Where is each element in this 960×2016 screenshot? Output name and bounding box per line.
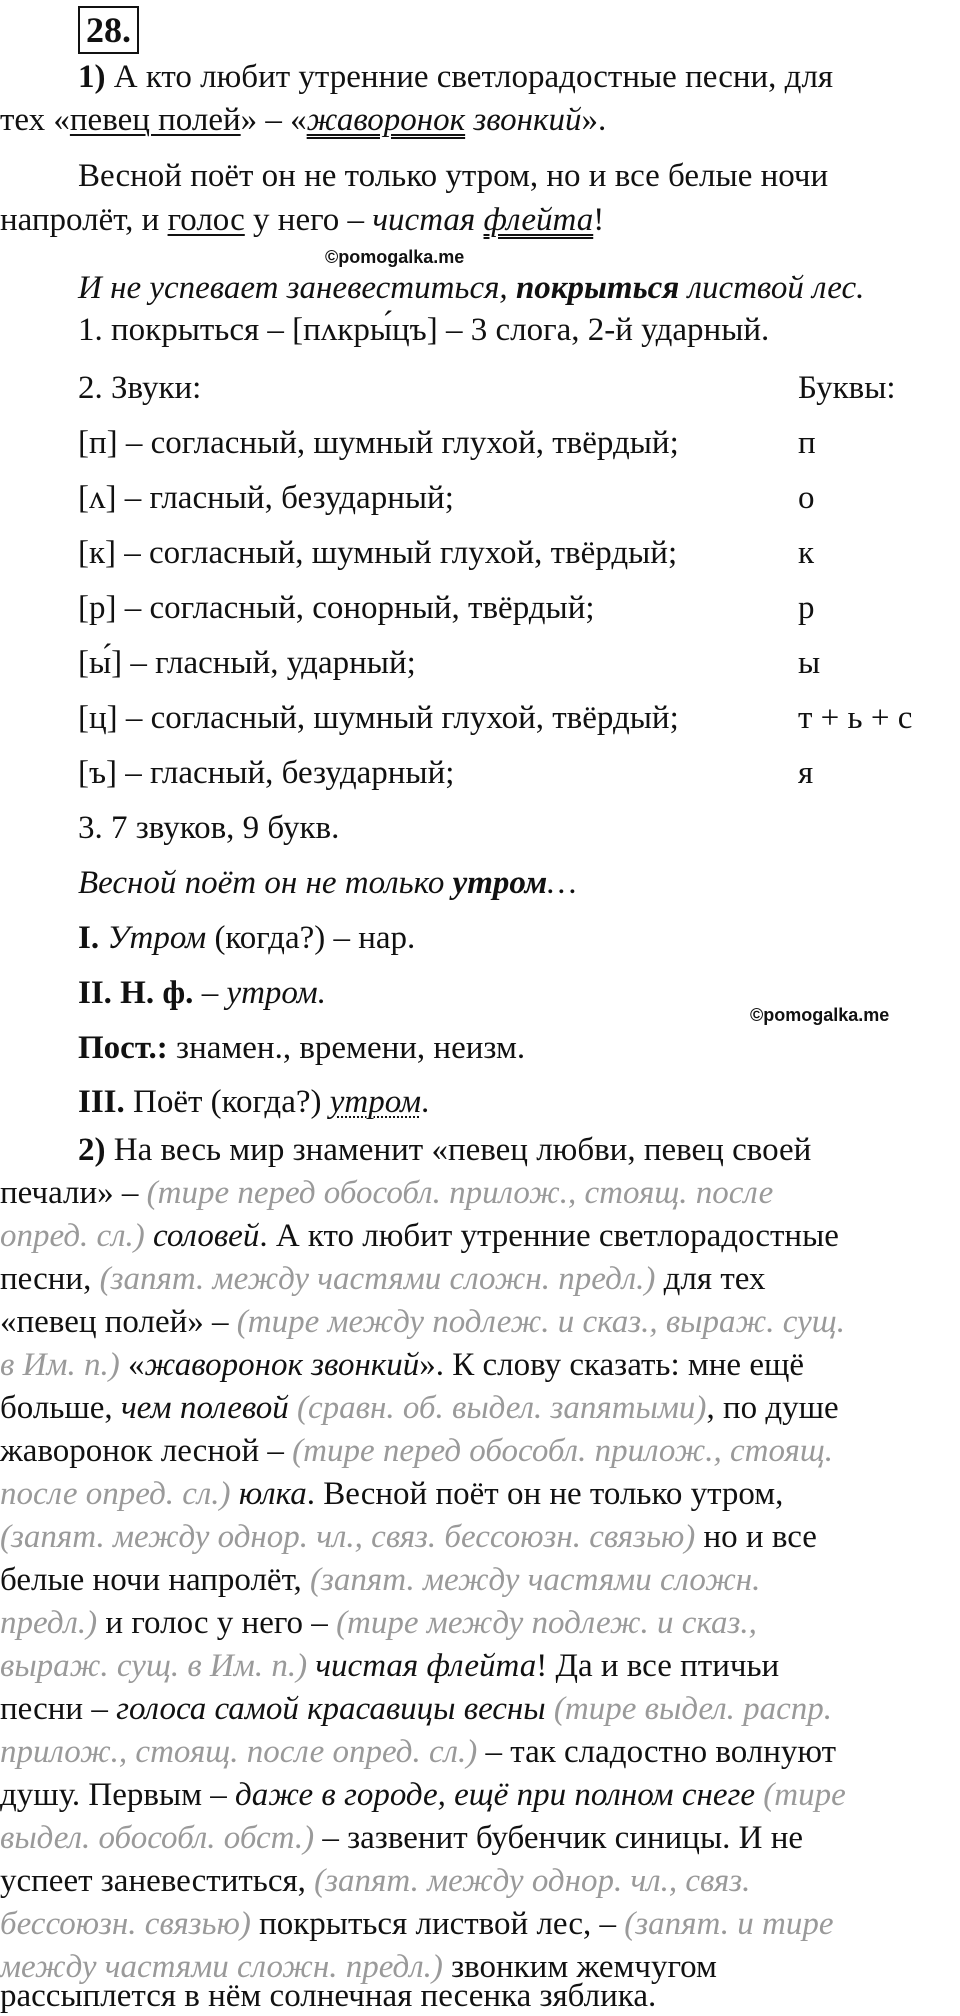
part1-line-1: 1) А кто любит утренние светлорадостные песни, для <box>78 59 834 95</box>
punctuation-note: опред. сл.) <box>0 1218 145 1254</box>
analysis-summary: 3. 7 звуков, 9 букв. <box>78 810 340 846</box>
punctuation-note: (тире между подлеж. и сказ., <box>336 1605 757 1641</box>
part2-line-3: опред. сл.) соловей. А кто любит утренние светлорадостные <box>0 1218 839 1254</box>
part2-line-1: 2) На весь мир знаменит «певец любви, певец своей <box>78 1132 812 1168</box>
part1-line-4: напролёт, и голос у него – чистая флейта! <box>0 202 605 238</box>
sound-row <box>0 478 960 518</box>
sound-cell: [ʌ] – гласный, безударный; <box>78 480 454 516</box>
analyzed-word: покрыться <box>515 270 680 306</box>
analysis-transcription: 1. покрыться – [пʌкры́цъ] – 3 слога, 2-й ударный. <box>78 312 770 348</box>
letter-cell: т + ь + с <box>798 700 913 736</box>
punctuation-note: (запят. между однор. чл., связ. бессоюзн. связью) <box>0 1519 696 1555</box>
part2-line-15: прилож., стоящ. после опред. сл.) – так сладостно волнуют <box>0 1734 837 1770</box>
sound-row <box>0 643 960 683</box>
part2-line-10: (запят. между однор. чл., связ. бессоюзн. связью) но и все <box>0 1519 817 1555</box>
sound-cell: [ъ] – гласный, безударный; <box>78 755 455 791</box>
part2-line-9: после опред. сл.) юлка. Весной поёт он не только утром, <box>0 1476 784 1512</box>
part-number: 1) <box>78 59 106 95</box>
part2-line-20: между частями сложн. предл.) звонким жемчугом <box>0 1949 717 1985</box>
exercise-number: 28. <box>78 6 139 54</box>
punctuation-note: (запят. между частями сложн. <box>310 1562 761 1598</box>
sound-row <box>0 698 960 738</box>
watermark: ©pomogalka.me <box>750 1005 890 1025</box>
punctuation-note: бессоюзн. связью) <box>0 1906 251 1942</box>
sounds-header: 2. Звуки: <box>78 370 202 406</box>
part2-line-17: выдел. обособл. обст.) – зазвенит бубенчик синицы. И не <box>0 1820 804 1856</box>
letters-header: Буквы: <box>798 370 896 406</box>
part-number: 2) <box>78 1132 106 1168</box>
predicate-underlined: жаворонок <box>306 102 466 138</box>
sound-row <box>0 753 960 793</box>
sound-cell: [п] – согласный, шумный глухой, твёрдый; <box>78 425 679 461</box>
letter-cell: о <box>798 480 815 516</box>
part2-line-6: в Им. п.) «жаворонок звонкий». К слову сказать: мне ещё <box>0 1347 805 1383</box>
punctuation-note: (сравн. об. выдел. запятыми) <box>288 1390 707 1426</box>
punctuation-note: предл.) <box>0 1605 98 1641</box>
part2-line-13: выраж. сущ. в Им. п.) чистая флейта! Да и все птичьи <box>0 1648 780 1684</box>
analyzed-word: утром <box>452 865 548 901</box>
watermark: ©pomogalka.me <box>325 247 465 267</box>
punctuation-note: (запят. между однор. чл., связ. <box>314 1863 751 1899</box>
part2-line-14: песни – голоса самой красавицы весны (тире выдел. распр. <box>0 1691 833 1727</box>
morph-item-iii: III. Поёт (когда?) утром. <box>78 1084 430 1120</box>
punctuation-note: (тире перед обособл. прилож., стоящ. <box>292 1433 834 1469</box>
morph-sentence: Весной поёт он не только утром… <box>78 865 577 901</box>
morph-item-ii: II. Н. ф. – утром. <box>78 975 326 1011</box>
punctuation-note: выраж. сущ. в Им. п.) <box>0 1648 308 1684</box>
punctuation-note: (запят. между частями сложн. предл.) <box>99 1261 656 1297</box>
sound-row <box>0 533 960 573</box>
part2-line-5: «певец полей» – (тире между подлеж. и сказ., выраж. сущ. <box>0 1304 845 1340</box>
punctuation-note: (тире между подлеж. и сказ., выраж. сущ. <box>236 1304 845 1340</box>
sound-row <box>0 588 960 628</box>
part2-line-18: успеет заневеститься, (запят. между однор. чл., связ. <box>0 1863 751 1899</box>
punctuation-note: (тире выдел. распр. <box>545 1691 833 1727</box>
morph-post: Пост.: знамен., времени, неизм. <box>78 1030 526 1066</box>
subject-underlined: певец полей <box>69 102 241 138</box>
morph-item-i: I. Утром (когда?) – нар. <box>78 920 416 956</box>
part1-line-3: Весной поёт он не только утром, но и все белые ночи <box>78 158 829 194</box>
predicate-underlined: флейта <box>483 202 594 238</box>
sound-cell: [к] – согласный, шумный глухой, твёрдый; <box>78 535 678 571</box>
punctuation-note: прилож., стоящ. после опред. сл.) <box>0 1734 478 1770</box>
part2-line-21: рассыплется в нём солнечная песенка зяблика. <box>0 1978 657 2014</box>
punctuation-note: после опред. сл.) <box>0 1476 231 1512</box>
punctuation-note: (запят. и тире <box>624 1906 834 1942</box>
sound-cell: [ы́] – гласный, ударный; <box>78 645 416 681</box>
part2-line-4: песни, (запят. между частями сложн. предл.) для тех <box>0 1261 766 1297</box>
punctuation-note: между частями сложн. предл.) <box>0 1949 443 1985</box>
letter-cell: р <box>798 590 815 626</box>
part2-line-8: жаворонок лесной – (тире перед обособл. прилож., стоящ. <box>0 1433 834 1469</box>
part2-line-19: бессоюзн. связью) покрыться листвой лес, – (запят. и тире <box>0 1906 834 1942</box>
punctuation-note: в Им. п.) <box>0 1347 120 1383</box>
part2-line-16: душу. Первым – даже в городе, ещё при полном снеге (тире <box>0 1777 846 1813</box>
letter-cell: я <box>798 755 814 791</box>
punctuation-note: (тире перед обособл. прилож., стоящ. после <box>146 1175 774 1211</box>
sound-row <box>0 423 960 463</box>
part2-line-2: печали» – (тире перед обособл. прилож., стоящ. после <box>0 1175 774 1211</box>
part2-line-11: белые ночи напролёт, (запят. между частями сложн. <box>0 1562 761 1598</box>
adverbial-underlined: утром <box>329 1084 422 1120</box>
part2-line-7: больше, чем полевой (сравн. об. выдел. запятыми), по душе <box>0 1390 839 1426</box>
subject-underlined: голос <box>167 202 245 238</box>
punctuation-note: (тире <box>755 1777 846 1813</box>
part1-line-2: тех «певец полей» – «жаворонок звонкий». <box>0 102 607 138</box>
sound-cell: [р] – согласный, сонорный, твёрдый; <box>78 590 595 626</box>
punctuation-note: выдел. обособл. обст.) <box>0 1820 315 1856</box>
letter-cell: п <box>798 425 816 461</box>
letter-cell: ы <box>798 645 821 681</box>
letter-cell: к <box>798 535 815 571</box>
part2-line-12: предл.) и голос у него – (тире между подлеж. и сказ., <box>0 1605 757 1641</box>
sound-cell: [ц] – согласный, шумный глухой, твёрдый; <box>78 700 679 736</box>
part1-line-5: И не успевает заневеститься, покрыться листвой лес. <box>78 270 865 306</box>
